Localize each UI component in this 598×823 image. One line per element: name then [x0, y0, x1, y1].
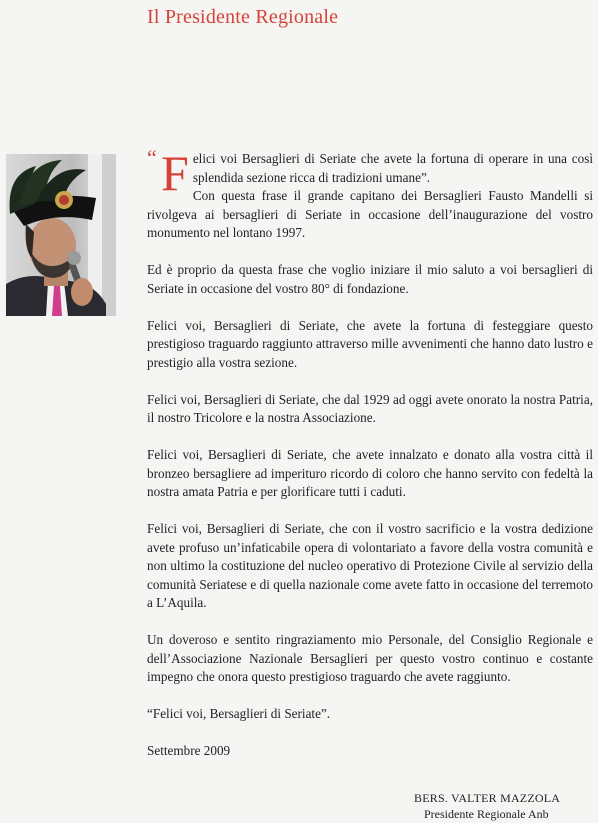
page-title: Il Presidente Regionale: [147, 6, 339, 28]
letter-paragraph-2: Ed è proprio da questa frase che voglio iniziare il mio saluto a voi bersaglieri di Seriate in occasione del vostro 80° di fondazione.: [147, 262, 593, 296]
letter-closing: “Felici voi, Bersaglieri di Seriate”.: [147, 706, 331, 721]
signature-block: [414, 790, 594, 822]
open-quote-mark: “: [147, 145, 157, 170]
paragraph-1-rest: Con questa frase il grande capitano dei Bersaglieri Fausto Mandelli si rivolgeva ai bersaglieri di Seriate in occasione dell’inaugurazione del vostro monumento nel lontano 1997.: [147, 188, 593, 240]
letter-paragraph-6: Felici voi, Bersaglieri di Seriate, che con il vostro sacrificio e la vostra dedizione avete profuso un’infaticabile opera di volontariato a favore della vostra comunità e non ultimo la costituzione del nucleo operativo di Protezione Civile al servizio della comunità Seriatese e di quella nazionale come avete fatto in occasione del terremoto a L’Aquila.: [147, 521, 593, 610]
letter-paragraph-5: Felici voi, Bersaglieri di Seriate, che avete innalzato e donato alla vostra città il bronzeo bersagliere ad imperituro ricordo di coloro che hanno servito con fedeltà la nostra amata Patria e per glorificare tutti i caduti.: [147, 447, 593, 499]
president-photo: [6, 154, 116, 316]
letter-date: Settembre 2009: [147, 743, 231, 758]
dropcap-letter: F: [161, 145, 189, 201]
letter-paragraph-3: Felici voi, Bersaglieri di Seriate, che avete la fortuna di festeggiare questo prestigioso traguardo raggiunto attraverso mille avvenimenti che hanno dato lustro e prestigio alla vostra sezione.: [147, 317, 593, 370]
letter-paragraph-7: Un doveroso e sentito ringraziamento mio Personale, del Consiglio Regionale e dell’Associazione Nazionale Bersaglieri per questo vostro continuo e costante impegno che onora questo prestigioso traguardo che avete raggiunto.: [147, 632, 593, 684]
signature-name: BERS. VALTER MAZZOLA: [414, 791, 561, 805]
letter-paragraph-4: Felici voi, Bersaglieri di Seriate, che dal 1929 ad oggi avete onorato la nostra Patria, il nostro Tricolore e la nostra Associazione.: [147, 391, 593, 425]
signature-role: Presidente Regionale Anb: [424, 807, 549, 821]
paragraph-1-first: elici voi Bersaglieri di Seriate che avete la fortuna di operare in una così splendida sezione ricca di tradizioni umane”.: [192, 151, 593, 185]
letter-paragraph-1: [147, 145, 593, 243]
letter-body: [147, 145, 593, 779]
